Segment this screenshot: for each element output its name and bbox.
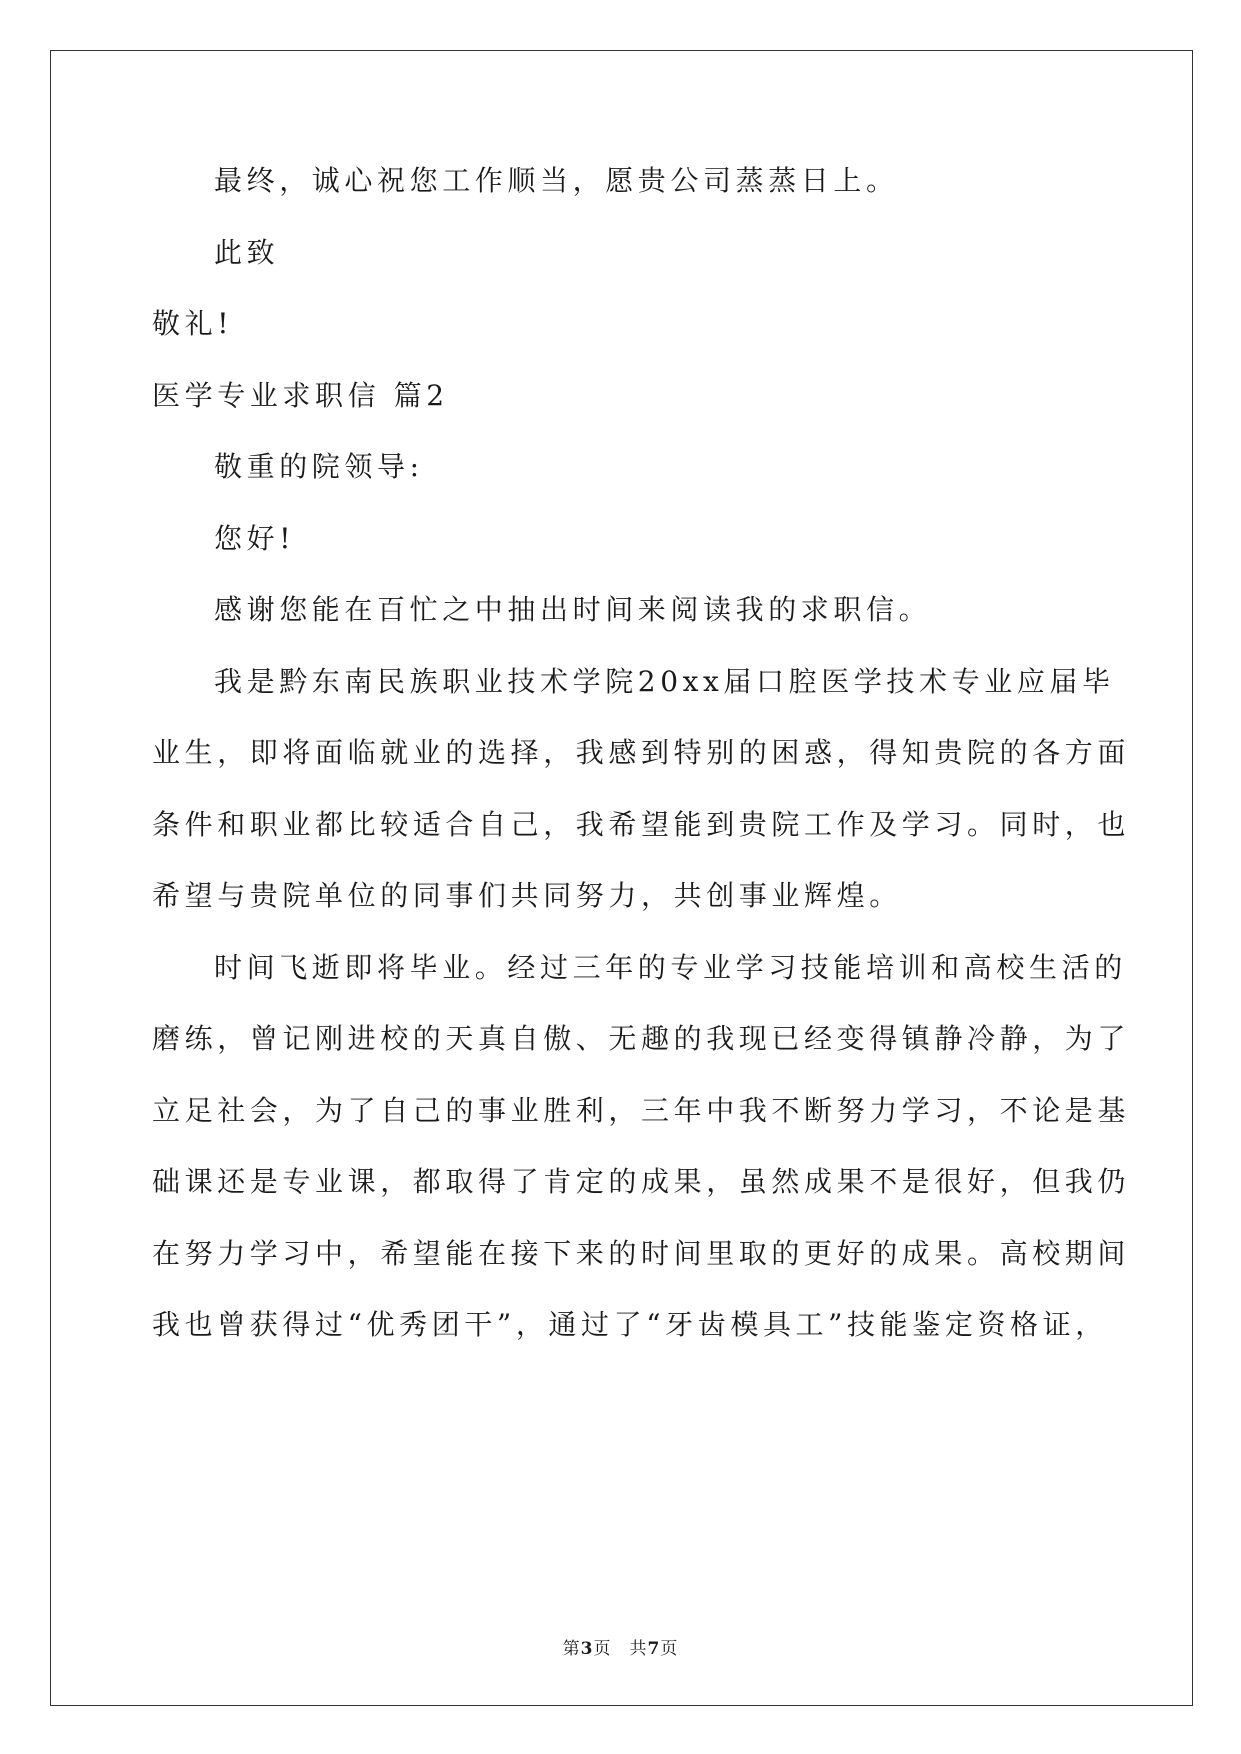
paragraph-line: 敬礼! xyxy=(152,307,234,340)
paragraph-line: 础课还是专业课，都取得了肯定的成果，虽然成果不是很好，但我仍 xyxy=(152,1165,1131,1198)
paragraph-line: 最终，诚心祝您工作顺当，愿贵公司蒸蒸日上。 xyxy=(214,164,899,197)
page-number-footer xyxy=(0,1634,1241,1659)
page-border xyxy=(50,50,1193,1706)
total-page-number: 7 xyxy=(647,1639,661,1659)
paragraph-line: 立足社会，为了自己的事业胜利，三年中我不断努力学习，不论是基 xyxy=(152,1094,1131,1127)
paragraph-line: 时间飞逝即将毕业。经过三年的专业学习技能培训和高校生活的 xyxy=(214,951,1127,984)
paragraph-line: 条件和职业都比较适合自己，我希望能到贵院工作及学习。同时，也 xyxy=(152,808,1131,841)
footer-suffix: 页 xyxy=(660,1639,679,1659)
paragraph-line: 我也曾获得过“优秀团干”，通过了“牙齿模具工”技能鉴定资格证， xyxy=(152,1308,1108,1341)
current-page-number: 3 xyxy=(580,1639,594,1659)
greeting: 您好! xyxy=(214,522,296,555)
paragraph-line: 我是黔东南民族职业技术学院20xx届口腔医学技术专业应届毕 xyxy=(214,665,1115,698)
footer-prefix: 第 xyxy=(562,1639,581,1659)
paragraph-line: 此致 xyxy=(214,236,280,269)
paragraph-line: 业生，即将面临就业的选择，我感到特别的困惑，得知贵院的各方面 xyxy=(152,736,1131,769)
section-heading: 医学专业求职信 篇2 xyxy=(152,379,449,412)
footer-middle: 页 共 xyxy=(593,1639,648,1659)
paragraph-line: 感谢您能在百忙之中抽出时间来阅读我的求职信。 xyxy=(214,593,932,626)
paragraph-line: 希望与贵院单位的同事们共同努力，共创事业辉煌。 xyxy=(152,879,902,912)
paragraph-line: 磨练，曾记刚进校的天真自傲、无趣的我现已经变得镇静冷静，为了 xyxy=(152,1022,1131,1055)
salutation: 敬重的院领导: xyxy=(214,450,424,483)
paragraph-line: 在努力学习中，希望能在接下来的时间里取的更好的成果。高校期间 xyxy=(152,1237,1131,1270)
